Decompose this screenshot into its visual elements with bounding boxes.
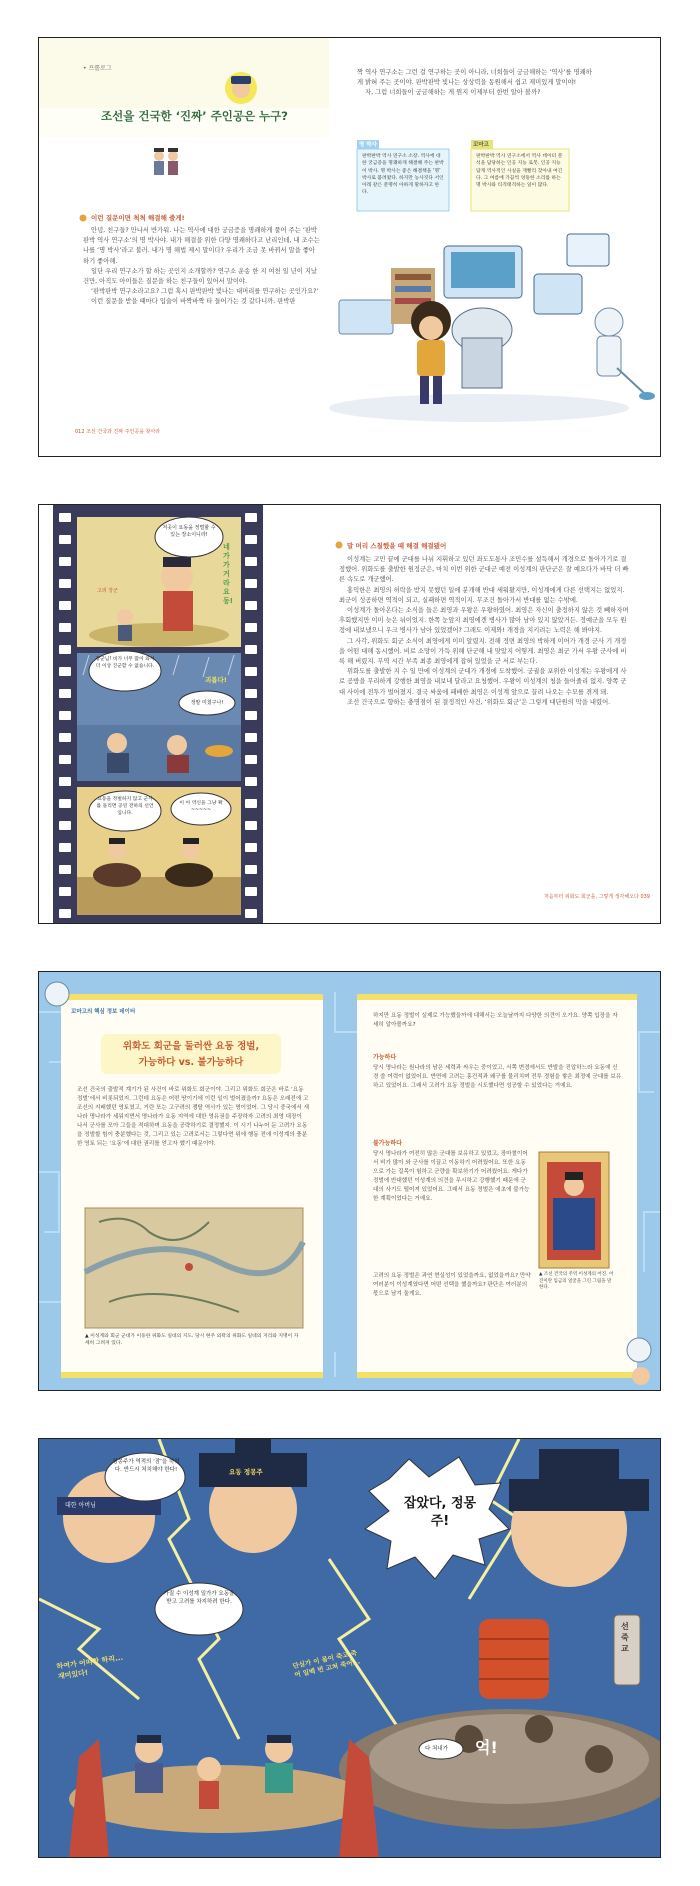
laboratory-illustration — [329, 234, 655, 422]
paragraph: 홍익한은 최영의 허락을 받지 못했던 일에 분개해 반대 세워왔지만, 이성계에게 다른 선택지는 없었지. 최군이 성공하면 역적이 되고, 실패하면 역적이지. 무조건 돌아가서 반대를 없는 수밖에. — [339, 586, 625, 604]
headband-text-left: 대한 아버님 — [65, 1502, 96, 1509]
bubble-text-2: 가질 수 이성계 일가가 요동을 받고 고려를 차지하려 한다. — [163, 1591, 235, 1605]
page-spread-comic-illustration — [38, 1438, 661, 1858]
bubble-text-5: 이 아 역신을 그냥 확~~~~~ — [179, 801, 223, 813]
kicker-label: • 프롤로그 — [83, 65, 112, 72]
page-title-line-2: 가능하다 vs. 불가능하다 — [138, 1057, 244, 1068]
section-heading: 말 머리 스칠했을 때 해결 해결됐어 — [347, 542, 447, 550]
right-text-column — [357, 68, 595, 99]
bubble-text-4: 요동을 정벌하지 않고 군사를 돌리면 공연 전하의 선언입니다. — [96, 797, 154, 816]
paragraph: ‘판박판박 연구소라고요? 그럼 혹시 판박판박 빛나는 대머리를 연구하는 곳인가요?’ — [91, 288, 319, 296]
bubble-text-3: 정말 미쳤구나! — [190, 700, 224, 706]
paragraph: 조선 건국으로 향하는 충명점이 된 결정적인 사건, ‘위화도 회군’은 그렇게 대단원의 막을 내렸어. — [347, 698, 611, 706]
bubble-text-2: 장군님! 비가 너무 많이 와서 더 이상 진군할 수 없습니다. — [95, 657, 155, 669]
intro-paragraph: 조선 건국의 출발적 계기가 된 사건이 바로 위화도 회군이야. 그리고 위화도 회군은 바로 ‘요동 정벌’에서 비롯되었지. 그런데 요동은 어떤 땅이기에 이런 일이 벌어졌을까? 요동은 오래전에 고조선의 지배했던 영토였고, 거란 또는 고구려의 쟁탈 역사가 있는 명이었어. 그 당시 중국에서 새 나라 명나라가 세워지면서 명나라가 요동 지역에 대한 영유권을 주장하자 고려의 최영 대장이 나서 군사를 모아 그들을 적대하며 요동을 공략하기로 결정했지. 이 시기 나누어 둔 고려가 요동을 정벌할 힘이 충분했다는 것, 그리고 있는 고려로서는 그렇다면 위에 행동 전에 이성계의 충분한 영토 되는 ‘요동’에 대한 권리를 얻고자 했기 때문이야. — [77, 1087, 309, 1147]
paragraph: 일단 우리 연구소가 할 하는 곳인지 소개할까? 연구소 운송 한 지 여천 일 년이 지났건만, 아직도 아이들은 질문을 하는 친구들이 있어서 말이야. — [83, 267, 318, 286]
header-band — [39, 38, 329, 108]
paragraph: 짝 역사 연구소는 그런 걸 연구하는 곳이 아니라, 너희들이 궁금해하는 ‘역사’를 명쾌하게 밝혀 주는 곳이야. 판박판박 빛나는 상상력을 동원해서 쉽고 재미있게 말이야! — [357, 69, 592, 87]
character-tag: 고려 장군 — [97, 588, 118, 594]
stone-marker-text: 선죽교 — [621, 1622, 629, 1653]
paragraph: 자, 그럼 너희들이 궁금해하는 게 뭔지 이제부터 한번 알아 볼까? — [365, 89, 541, 97]
shout-text-1: 네가 가거라 요동! — [223, 543, 233, 605]
avatar-hat — [231, 76, 251, 84]
shout-text-2: 괴롭다! — [205, 676, 227, 684]
possible-text: 당시 명나라는 원나라의 남은 세력과 싸우는 중이었고, 서쪽 변경에서도 반발을 진압하느라 요동에 신경 쓸 여력이 없었어요. 반면에 고려는 홍건적과 왜구를 물리치며 전투 경험을 쌓은 최정예 군대를 보유하고 있었어요. 그래서 고려가 요동 정벌을 시도했다면 성공할 수 있었다는 거예요. — [373, 1065, 622, 1089]
bubble-text-3: 다 쳐내가 — [425, 1746, 449, 1752]
bubble-text-1: 정몽주가 역적의 ‘잠’을 하였다. 반드시 처치해야 한다! — [112, 1459, 180, 1473]
bullet-icon — [80, 215, 87, 222]
paragraph: 이런 질문을 받을 때마다 입술이 바짝바짝 타 들어가는 것 같다니까. 판박판 — [91, 298, 296, 306]
page-footer: 처음부터 위화도 회군을, 그렇게 생각해오다 039 — [543, 894, 650, 900]
text-column — [339, 555, 631, 708]
left-text-column — [83, 226, 321, 308]
paragraph: 위화도를 출발한 지 수 일 만에 이성계의 군대가 개경에 도착했어. 궁궐을 포위한 이성계는 우왕에게 사로 공방을 무리하게 강행한 최영을 내보내 달라고 요청했어. 우왕이 이성계의 청을 들어줄리 없지. 양쪽 군대 사이에 전투가 벌어졌지. 결국 싸움에 패배한 최영은 이성계 앞으로 끌려 나오는 수모를 겪게 돼. — [339, 668, 627, 696]
side-shout-left: 하여가 어떠한 하리... 재미있다! — [56, 1653, 124, 1681]
right-intro: 하지만 요동 정벌이 실제로 가능했을까에 대해서는 오늘날까지 다양한 의견이 오가요. 양쪽 입장을 자세히 알아볼까요? — [373, 1013, 618, 1028]
page-spread-data-info — [38, 971, 661, 1391]
map-caption: ▲ 이성계와 회군 군대가 이동한 위화도 일대의 지도. 당시 현주 외곽의 위화도 일대의 지리와 지명이 자세히 그려져 있다. — [85, 1334, 299, 1346]
paragraph: 이성계는 고민 끝에 군대를 나뉘 지휘하고 있던 좌도도통사 조민수를 설득해서 개경으로 돌아가기로 결정했어. 위화도를 출발한 원정군은, 마치 이번 위한 군대군 예전 이성계의 판단군은 잘 예요다가 바닥 더 빠른 속도로 개군했어. — [339, 556, 629, 584]
label-right-title: 꼬마고 — [473, 142, 489, 148]
portrait-caption: ▲ 조선 건국의 주역 이성계의 어진. 어진이란 임금의 얼굴을 그린 그림을 말한다. — [539, 1272, 614, 1290]
section-heading: 이런 질문이면 척척 해결해 줄게! — [91, 214, 185, 222]
page-spread-prologue — [38, 37, 661, 457]
closing-text: 고려의 요동 정벌은 과연 현실성이 있었을까요, 없었을까요? 만약 여러분이 이성계였다면 어떤 선택을 했을까요? 판단은 여러분의 몫으로 남겨 둘게요. — [373, 1273, 531, 1297]
historical-map — [85, 1208, 303, 1328]
small-child-character — [197, 1757, 221, 1781]
side-shout-right: 단심가 이 몸이 죽고 죽어 일백 번 고쳐 죽어... — [291, 1648, 361, 1680]
page-title: 조선을 건국한 ‘진짜’ 주인공은 누구? — [101, 109, 288, 123]
two-scholars-figure — [154, 148, 178, 175]
bullet-icon — [336, 542, 343, 549]
impossible-text: 당시 명나라가 여전히 많은 군대를 보유하고 있었고, 장마철이어서 비가 많이 와 군사를 이끌고 이동하기 어려웠어요. 또한 요동으로 가는 길목이 험하고 군량을 확보하기가 어려웠어요. 게다가 정벌에 반대했던 이성계의 의견을 무시하고 강행했기 때문에 군대의 사기도 떨어져 있었어요. 그래서 요동 정벌은 애초에 불가능한 계획이었다는 거예요. — [373, 1151, 530, 1202]
label-left-text: 판박판박 역사 연구소 소장. 역사에 대한 궁금증을 명쾌하게 해결해 주는 판박이 박사. 명 박사는 좋은 해결책을 ‘명’ 박사로 불려왔다. 하지만 농사짓다 서인 아래 같은 분명히 아하게 말하자고 한다. — [362, 154, 444, 196]
page-footer: 012 조선 건국과 진짜 주인공을 찾아라 — [75, 429, 161, 435]
headband-text-center: 요동 정몽주 — [229, 1468, 263, 1476]
general-character — [117, 609, 133, 625]
paragraph: 이성계가 돌아온다는 소식을 들은 최영과 우왕은 우왕하였어. 최영은 자신이 출정하지 않은 것 빼하자며 후회했지만 이미 늦은 뉘이었지. 한쪽 눈앞지 최영에겐 병사가 많아 남아 있지 않았거든. 정예군을 모두 원정에 내보냈으니 우크 병사가 남아 있었겠어? 그래도 이제와! 개경을 지키려는 노력은 해 봐야지. — [339, 607, 629, 635]
impossible-heading: 불가능하다 — [373, 1140, 402, 1147]
label-left-title: 명 박사 — [359, 142, 377, 148]
shout-text: 잡았다, 정몽주! — [403, 1496, 477, 1529]
label-right-text: 판박판박 역사 연구소에서 역사 데이터 분석을 담당하는 인공 지능 로봇. 인공 지능답게 역사적인 사실을 재빨리 찾아내 여긴다. 그 여름에 가끔씩 엉뚱한 소리를 하는 명 박사와 티격태격하는 일이 많다. — [476, 154, 563, 189]
comic-illustration — [39, 1439, 661, 1858]
section-kicker: 꼬마고의 핵심 정보 데이터 — [71, 1009, 136, 1015]
possible-heading: 가능하다 — [373, 1054, 397, 1061]
bubble-text-1: 저곳이 요동을 정벌할 수 있는 장소이니라! — [162, 525, 216, 538]
page-spread-wihwado — [38, 504, 661, 924]
scream-text: 억! — [475, 1738, 498, 1757]
page-title-line-1: 위화도 회군을 둘러싼 요동 정벌, — [122, 1041, 260, 1052]
paragraph: 그 사각, 위화도 회군 소식이 최영에게 이미 알렸지. 전해 정면 최영의 박하게 이어가 개경 군사 기 개경을 어떤 대해 동시했어. 비로 소망이 가득 위해 단군해 내 맞았지 어떻게. 최영은 최군 가서 우왕 군사에 비록 해 버렸지. 무역 시간 부족 최종 최영에게 잡혀 있었을 군 서로 부는다. — [339, 637, 627, 666]
paragraph: 안녕, 친구들? 만나서 반가워. 나는 역사에 대한 궁금증을 명쾌하게 풀어 주는 ‘판박판박 역사 연구소’의 명 박사야. 내가 해결을 위한 다양 명쾌하다고 난리인데, 내 조수는 나를 ‘명 박사’라고 불러. 내가 명 해법 제시 말이다? 우리가 조금 못 바꿔서 말을 좋아하기 좋아해. — [83, 227, 320, 265]
